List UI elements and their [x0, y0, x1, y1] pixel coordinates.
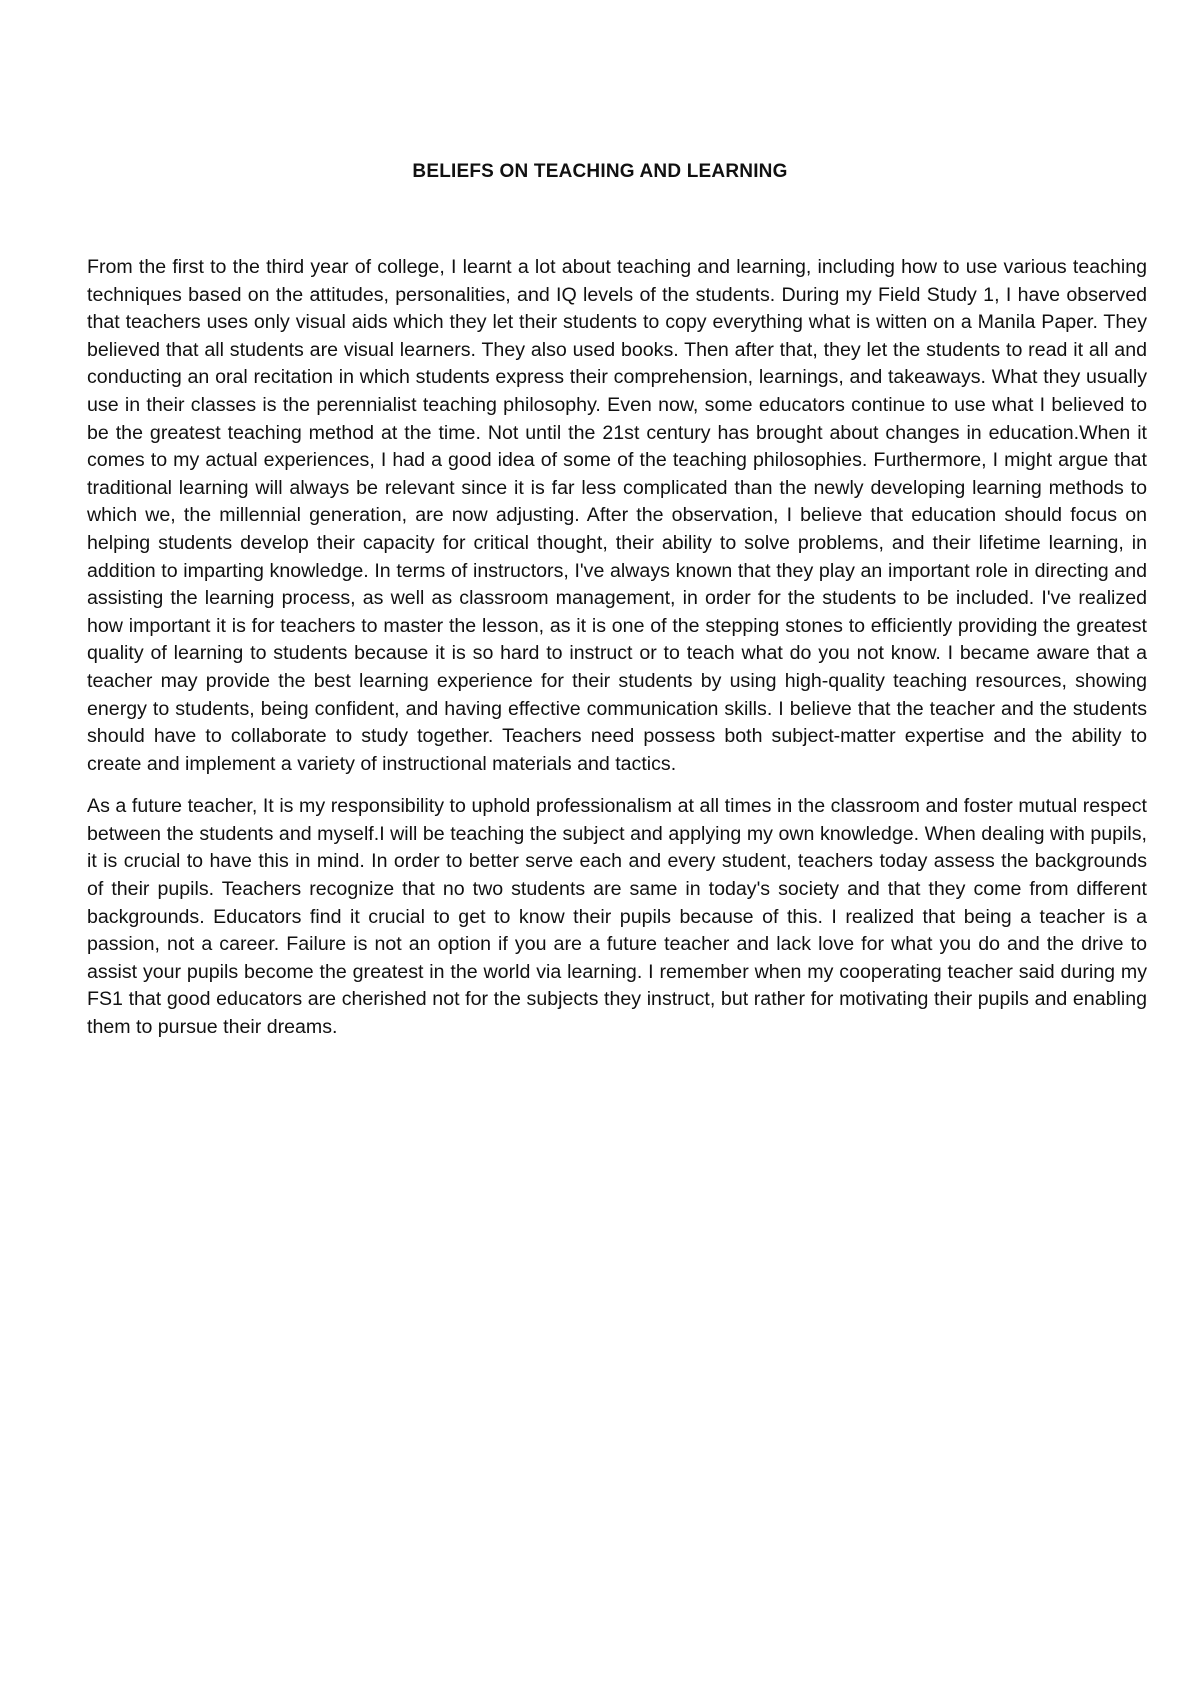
document-body: [87, 254, 1147, 1057]
body-paragraph-1: From the first to the third year of college, I learnt a lot about teaching and learning, including how to use various teaching techniques based on the attitudes, personalities, and IQ levels of the students. During my Field Study 1, I have observed that teachers uses only visual aids which they let their students to copy everything what is witten on a Manila Paper. They believed that all students are visual learners. They also used books. Then after that, they let the students to read it all and conducting an oral recitation in which students express their comprehension, learnings, and takeaways. What they usually use in their classes is the perennialist teaching philosophy. Even now, some educators continue to use what I believed to be the greatest teaching method at the time. Not until the 21st century has brought about changes in education.When it comes to my actual experiences, I had a good idea of some of the teaching philosophies. Furthermore, I might argue that traditional learning will always be relevant since it is far less complicated than the newly developing learning methods to which we, the millennial generation, are now adjusting. After the observation, I believe that education should focus on helping students develop their capacity for critical thought, their ability to solve problems, and their lifetime learning, in addition to imparting knowledge. In terms of instructors, I've always known that they play an important role in directing and assisting the learning process, as well as classroom management, in order for the students to be included. I've realized how important it is for teachers to master the lesson, as it is one of the stepping stones to efficiently providing the greatest quality of learning to students because it is so hard to instruct or to teach what do you not know. I became aware that a teacher may provide the best learning experience for their students by using high-quality teaching resources, showing energy to students, being confident, and having effective communication skills. I believe that the teacher and the students should have to collaborate to study together. Teachers need possess both subject-matter expertise and the ability to create and implement a variety of instructional materials and tactics.: [87, 256, 1147, 775]
document-title: BELIEFS ON TEACHING AND LEARNING: [412, 161, 788, 182]
body-paragraph-2: As a future teacher, It is my responsibility to uphold professionalism at all times in the classroom and foster mutual respect between the students and myself.I will be teaching the subject and applying my own knowledge. When dealing with pupils, it is crucial to have this in mind. In order to better serve each and every student, teachers today assess the backgrounds of their pupils. Teachers recognize that no two students are same in today's society and that they come from different backgrounds. Educators find it crucial to get to know their pupils because of this. I realized that being a teacher is a passion, not a career. Failure is not an option if you are a future teacher and lack love for what you do and the drive to assist your pupils become the greatest in the world via learning. I remember when my cooperating teacher said during my FS1 that good educators are cherished not for the subjects they instruct, but rather for motivating their pupils and enabling them to pursue their dreams.: [87, 795, 1147, 1039]
